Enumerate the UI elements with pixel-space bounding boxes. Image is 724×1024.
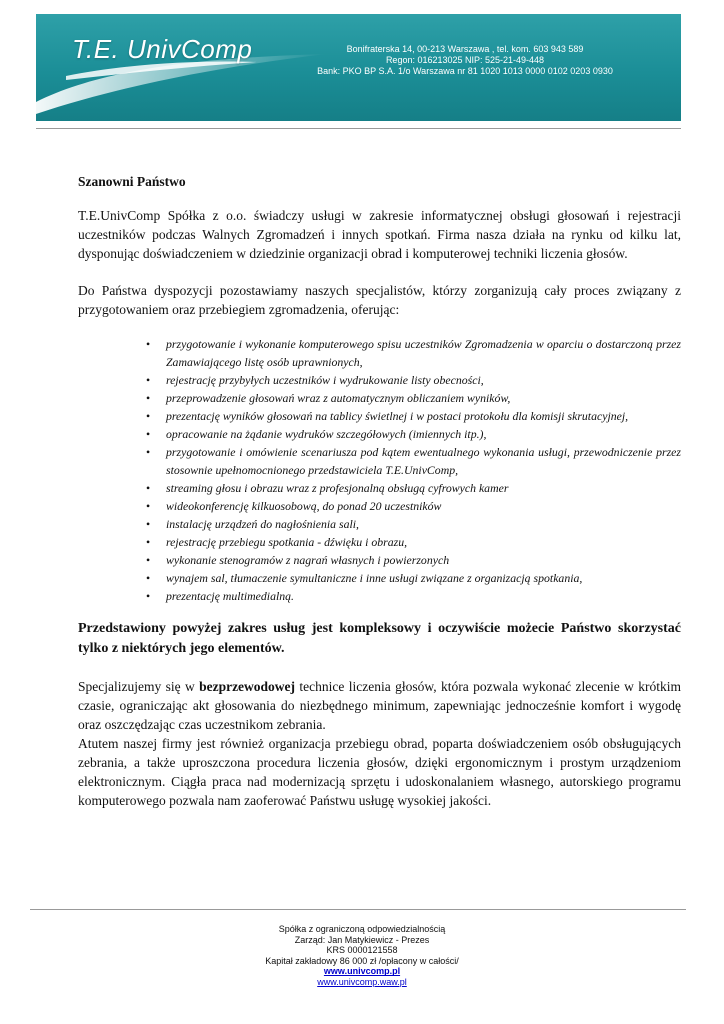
footer-company-type: Spółka z ograniczoną odpowiedzialnością: [278, 924, 446, 934]
service-item: • opracowanie na żądanie wydruków szczegółowych (imiennych itp.),: [146, 425, 681, 443]
footer-capital: Kapitał zakładowy 86 000 zł /opłacony w całości/: [265, 955, 459, 966]
letterhead-banner: [36, 14, 681, 121]
service-item: • rejestrację przybyłych uczestników i wydrukowanie listy obecności,: [146, 371, 681, 389]
service-item: • wykonanie stenogramów z nagrań własnych i powierzonych: [146, 551, 681, 569]
specialization-text-start: Specjalizujemy się w: [78, 679, 200, 694]
header-divider: [36, 128, 681, 129]
footer-krs: KRS 0000121558: [326, 945, 398, 956]
company-registration: Regon: 016213025 NIP: 525-21-49-448: [385, 55, 545, 65]
intro-paragraph: T.E.UnivComp Spółka z o.o. świadczy usługi w zakresie informatycznej obsługi głosowań i rejestracji uczestników podczas Walnych Zgromadzeń i innych spotkań. Firma nasza działa na rynku od kilku lat, dysponując doświadczeniem w dziedzinie organizacji obrad i komputerowej techniki liczenia głosów.: [78, 208, 681, 261]
asset-paragraph: Atutem naszej firmy jest również organizacja przebiegu obrad, poparta doświadczeniem osób obsługujących zebrania, a także uproszczona procedura liczenia głosów, dzięki ergonomicznym i prostym urządzeniom elektronicznym. Ciągła praca nad modernizacją sprzętu i udoskonalaniem własnego, autorskiego programu komputerowego pozwala nam zaoferować Państwu usługę wysokiej jakości.: [78, 736, 681, 808]
service-item: • przygotowanie i omówienie scenariusza pod kątem ewentualnego wykonania usługi, przewodniczenie przez stosownie upełnomocnionego przedstawiciela T.E.UnivComp,: [146, 443, 681, 479]
service-item: • przygotowanie i wykonanie komputerowego spisu uczestników Zgromadzenia w oparciu o dostarczoną przez Zamawiającego listę osób uprawnionych,: [146, 335, 681, 371]
footer-divider: [30, 909, 686, 910]
website-link-primary[interactable]: www.univcomp.pl: [323, 966, 401, 977]
services-list: [78, 335, 681, 605]
service-item: • wynajem sal, tłumaczenie symultaniczne i inne usługi związane z organizacją spotkania,: [146, 569, 681, 587]
company-logo-text: T.E. UnivComp: [72, 34, 253, 64]
service-item: • prezentację multimedialną.: [146, 587, 681, 605]
service-item: • wideokonferencję kilkuosobową, do ponad 20 uczestników: [146, 497, 681, 515]
footer-board: Zarząd: Jan Matykiewicz - Prezes: [294, 934, 430, 945]
company-address: Bonifraterska 14, 00-213 Warszawa , tel. kom. 603 943 589: [346, 44, 584, 54]
letter-footer: [162, 924, 562, 988]
specialization-paragraph: [78, 677, 681, 734]
letter-body: [78, 172, 681, 810]
service-item: • prezentację wyników głosowań na tablicy świetlnej i w postaci protokołu dla komisji skrutacyjnej,: [146, 407, 681, 425]
specialization-emphasis: bezprzewodowej: [199, 679, 296, 694]
service-item: • streaming głosu i obrazu wraz z profesjonalną obsługą cyfrowych kamer: [146, 479, 681, 497]
scope-note: Przedstawiony powyżej zakres usług jest kompleksowy i oczywiście możecie Państwo skorzystać tylko z niektórych jego elementów.: [78, 621, 681, 656]
offer-paragraph: Do Państwa dyspozycji pozostawiamy naszych specjalistów, którzy zorganizują cały proces związany z przygotowaniem oraz przebiegiem zgromadzenia, oferując:: [78, 283, 681, 317]
company-contact-block: [285, 44, 645, 77]
service-item: • rejestrację przebiegu spotkania - dźwięku i obrazu,: [146, 533, 681, 551]
service-item: • instalację urządzeń do nagłośnienia sali,: [146, 515, 681, 533]
website-link-secondary[interactable]: www.univcomp.waw.pl: [317, 976, 407, 987]
service-item: • przeprowadzenie głosowań wraz z automatycznym obliczaniem wyników,: [146, 389, 681, 407]
letter-greeting: Szanowni Państwo: [78, 174, 186, 189]
company-bank-account: Bank: PKO BP S.A. 1/o Warszawa nr 81 1020 1013 0000 0102 0203 0930: [317, 66, 613, 76]
specialization-text-end: technice liczenia głosów, która pozwala wykonać zlecenie w krótkim czasie, ograniczając akt głosowania do niezbędnego minimum, zapewniając jednocześnie komfort i wygodę oraz oszczędzając czas uczestnikom zebrania.: [78, 679, 681, 732]
